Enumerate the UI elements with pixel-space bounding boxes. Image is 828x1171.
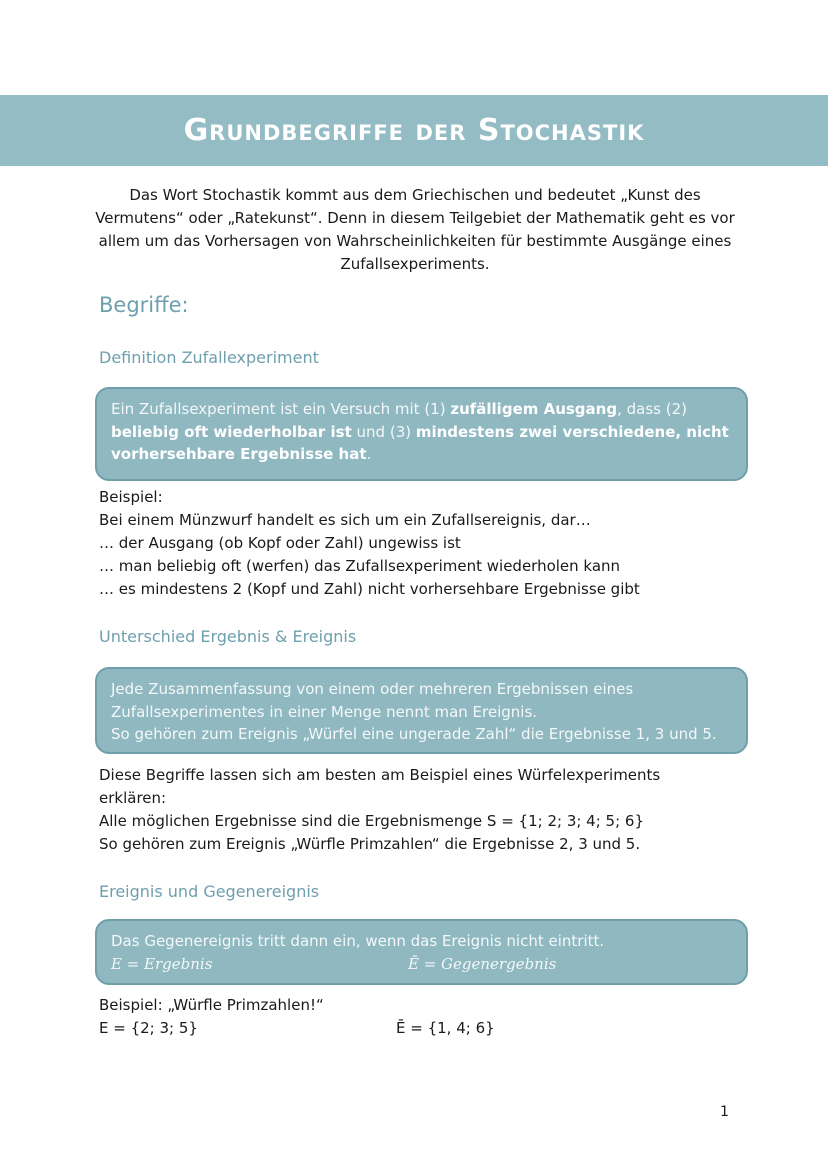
box-line: Das Gegenereignis tritt dann ein, wenn das Ereignis nicht eintritt. <box>111 932 605 950</box>
example-1 <box>99 486 759 601</box>
heading-gegenereignis: Ereignis und Gegenereignis <box>99 882 320 901</box>
box-text: . <box>366 445 372 463</box>
text-line: Beispiel: <box>99 488 163 506</box>
gegenereignis-box <box>95 919 748 985</box>
text-line: … der Ausgang (ob Kopf oder Zahl) ungewiss ist <box>99 534 461 552</box>
text-line: erklären: <box>99 789 167 807</box>
explanation-2 <box>99 764 759 856</box>
text-line: Diese Begriffe lassen sich am besten am Beispiel eines Würfelexperiments <box>99 766 661 784</box>
example-3 <box>99 994 759 1040</box>
box-bold: zufälligem Ausgang <box>450 400 618 418</box>
heading-ergebnis-ereignis: Unterschied Ergebnis & Ereignis <box>99 627 357 646</box>
box-bold: mindestens zwei verschiedene, nicht vorhersehbare Ergebnisse hat <box>111 422 729 463</box>
box-bold: beliebig oft wiederholbar ist <box>111 422 352 441</box>
formula-ebar: Ē = Gegenergebnis <box>408 954 557 973</box>
title-banner <box>0 95 828 166</box>
page-title: Grundbegriffe der Stochastik <box>183 113 645 148</box>
ereignis-box <box>95 667 748 754</box>
text-line: … es mindestens 2 (Kopf und Zahl) nicht vorhersehbare Ergebnisse gibt <box>99 580 640 598</box>
text-line: Bei einem Münzwurf handelt es sich um ein Zufallsereignis, dar… <box>99 511 591 529</box>
box-text: Ein Zufallsexperiment ist ein Versuch mit (1) <box>111 400 451 418</box>
text-line: Beispiel: „Würfle Primzahlen!“ <box>99 996 324 1014</box>
set-ebar: Ē = {1, 4; 6} <box>396 1019 495 1037</box>
set-e: E = {2; 3; 5} <box>99 1019 198 1037</box>
section-heading: Begriffe: <box>99 293 189 317</box>
text-line: Alle möglichen Ergebnisse sind die Ergebnismenge S = {1; 2; 3; 4; 5; 6} <box>99 812 645 830</box>
box-line: So gehören zum Ereignis „Würfel eine ungerade Zahl“ die Ergebnisse 1, 3 und 5. <box>111 725 717 743</box>
box-text: und (3) <box>351 422 416 441</box>
box-text: , dass (2) <box>617 400 687 418</box>
text-line: … man beliebig oft (werfen) das Zufallsexperiment wiederholen kann <box>99 557 621 575</box>
heading-definition: Definition Zufallexperiment <box>99 348 319 367</box>
formula-e: E = Ergebnis <box>111 954 213 973</box>
page-number: 1 <box>720 1104 729 1120</box>
box-line: Jede Zusammenfassung von einem oder mehreren Ergebnissen eines <box>111 680 634 698</box>
intro-paragraph: Das Wort Stochastik kommt aus dem Griechischen und bedeutet „Kunst des Vermutens“ oder „Ratekunst“. Denn in diesem Teilgebiet der Mathematik geht es vor allem um das Vorhersagen von Wahrscheinlichkeiten für bestimmte Ausgänge eines Zufallsexperiments. <box>95 186 735 273</box>
definition-box <box>95 387 748 481</box>
text-line: So gehören zum Ereignis „Würfle Primzahlen“ die Ergebnisse 2, 3 und 5. <box>99 835 641 853</box>
box-line: Zufallsexperimentes in einer Menge nennt man Ereignis. <box>111 702 538 721</box>
